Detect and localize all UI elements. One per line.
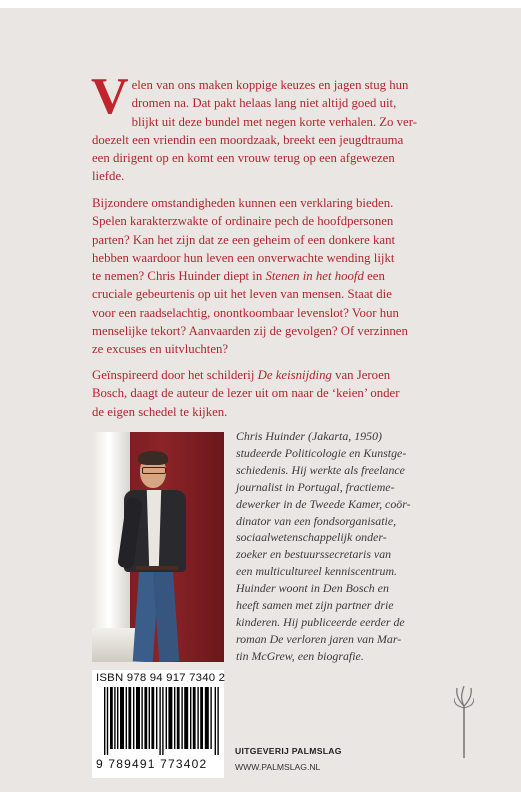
bio-line: schiedenis. Hij werkte als freelance [236, 462, 405, 477]
blurb-text: van Jeroen [331, 368, 391, 382]
author-photo [92, 432, 224, 662]
bottom-border [0, 792, 521, 800]
bio-line: kinderen. Hij publiceerde eerder de [236, 614, 405, 629]
belt [136, 566, 178, 570]
blurb-line: blijkt uit deze bundel met negen korte verhalen. Zo ver- [131, 114, 417, 129]
bio-line: studeerde Politicologie en Kunstge- [236, 445, 407, 460]
isbn-label: ISBN 978 94 917 7340 2 [96, 672, 226, 684]
blurb-line: elen van ons maken koppige keuzes en jagen stug hun [131, 78, 409, 92]
blurb-line: Bosch, daagt de auteur de lezer uit om naar de ‘keien’ onder [92, 386, 400, 401]
glasses [142, 467, 166, 474]
bio-line: zoeker en bestuurssecretaris van [236, 547, 392, 562]
blurb-line: doezelt een vriendin een moordzaak, breekt een jeugdtrauma [92, 132, 404, 147]
blurb-line: parten? Kan het zijn dat ze een geheim of een donkere kant [92, 232, 396, 247]
blurb-paragraph-2 [92, 194, 452, 359]
blurb-line: cruciale gebeurtenis op uit het leven van mensen. Staat die [92, 287, 392, 302]
bio-line: roman De verloren jaren van Mar- [236, 631, 402, 646]
bio-line: heeft samen met zijn partner drie [236, 598, 394, 613]
blurb-text: een [363, 269, 385, 284]
blurb-line: de eigen schedel te kijken. [92, 404, 228, 419]
drop-cap: V [91, 68, 129, 125]
blurb-line: een dirigent op en komt een vrouw terug op een afgewezen [92, 151, 395, 166]
barcode-digits: 9 789491 773402 [96, 757, 208, 771]
blurb-line: liefde. [92, 169, 125, 184]
bio-line: Chris Huinder (Jakarta, 1950) [236, 429, 382, 443]
author-bio [236, 428, 456, 665]
blurb-line [92, 366, 452, 384]
book-title: Stenen in het hoofd [265, 269, 364, 284]
bio-line: een multicultureel kenniscentrum. [236, 564, 398, 579]
hair [138, 451, 168, 465]
bio-line: dewerker in de Tweede Kamer, coör- [236, 496, 411, 511]
palm-tree-logo-icon [454, 686, 474, 758]
blurb-line: menselijke tekort? Aanvaarden zij de gevolgen? Of verzinnen [92, 324, 408, 339]
painting-title: De keisnijding [257, 368, 332, 382]
blurb-line [92, 267, 452, 285]
bio-line: Huinder woont in Den Bosch en [236, 581, 389, 596]
blurb-line: dromen na. Dat pakt helaas lang niet altijd goed uit, [131, 96, 397, 111]
blurb-line: ze excuses en uitvluchten? [92, 342, 229, 357]
publisher-url: WWW.PALMSLAG.NL [235, 762, 321, 772]
top-border [0, 0, 521, 8]
blurb-line: Spelen karakterzwakte of ordinaire pech de hoofdpersonen [92, 214, 394, 229]
blurb-text: te nemen? Chris Huinder diept in [92, 269, 266, 284]
barcode-icon [104, 687, 220, 755]
blurb-line: voor een raadselachtig, onontkoombaar levenslot? Voor hun [92, 305, 399, 320]
bio-line: sociaalwetenschappelijk onder- [236, 530, 387, 545]
blurb-line: hebben waardoor hun leven een onverwachte wending lijkt [92, 250, 395, 265]
publisher-name: UITGEVERIJ PALMSLAG [235, 746, 342, 756]
blurb-paragraph-3 [92, 366, 452, 421]
bio-line: journalist in Portugal, fractieme- [236, 479, 395, 494]
bio-line: tin McGrew, een biografie. [236, 648, 364, 663]
blurb-paragraph-1 [91, 68, 452, 186]
blurb-text: Geïnspireerd door het schilderij [92, 368, 258, 382]
blurb-line: Bijzondere omstandigheden kunnen een verklaring bieden. [92, 196, 394, 210]
bio-line: dinator van een fondsorganisatie, [236, 513, 397, 528]
